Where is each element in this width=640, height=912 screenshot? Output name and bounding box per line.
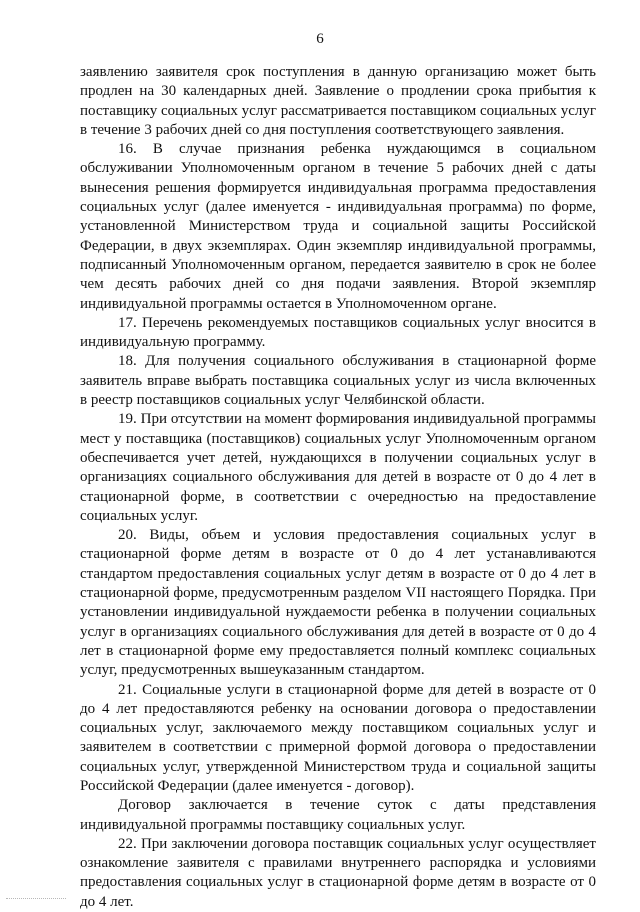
page-number: 6 bbox=[316, 31, 324, 47]
paragraph: заявлению заявителя срок поступления в данную организацию может быть продлен на 30 календарных дней. Заявление о продлении срока прибытия к поставщику социальных услуг рассматривается поставщиком социальных услуг в течение 3 рабочих дней со дня поступления соответствующего заявления. bbox=[80, 64, 596, 138]
paragraph: Договор заключается в течение суток с даты представления индивидуальной программы поставщику социальных услуг. bbox=[80, 797, 596, 833]
paragraph: 22. При заключении договора поставщик социальных услуг осуществляет ознакомление заявителя с правилами внутреннего распорядка и условиями предоставления социальных услуг в стационарной форме детям в возрасте от 0 до 4 лет. bbox=[80, 835, 596, 910]
document-body bbox=[80, 63, 596, 912]
paragraph: 17. Перечень рекомендуемых поставщиков социальных услуг вносится в индивидуальную программу. bbox=[80, 314, 596, 351]
paragraph: 20. Виды, объем и условия предоставления социальных услуг в стационарной форме детям в возрасте от 0 до 4 лет устанавливаются стандартом предоставления социальных услуг детям в возрасте от 0 до 4 лет в стационарной форме, предусмотренным разделом VII настоящего Порядка. При установлении индивидуальной нуждаемости ребенка в получении социальных услуг в организациях социального обслуживания для детей в возрасте от 0 до 4 лет в стационарной форме ему предоставляется полный комплекс социальных услуг, предусмотренных вышеуказанным стандартом. bbox=[80, 527, 596, 679]
scan-artifact bbox=[6, 898, 66, 901]
paragraph: 16. В случае признания ребенка нуждающимся в социальном обслуживании Уполномоченным органом в течение 5 рабочих дней с даты вынесения решения формируется индивидуальная программа предоставления социальных услуг (далее именуется - индивидуальная программа) по форме, установленной Министерством труда и социальной защиты Российской Федерации, в двух экземплярах. Один экземпляр индивидуальной программы, подписанный Уполномоченным органом, передается заявителю в срок не более чем десять рабочих дней со дня подачи заявления. Второй экземпляр индивидуальной программы остается в Уполномоченном органе. bbox=[80, 141, 596, 312]
paragraph: 19. При отсутствии на момент формирования индивидуальной программы мест у поставщика (поставщиков) социальных услуг Уполномоченным органом обеспечивается учет детей, нуждающихся в получении социальных услуг в организациях социального обслуживания для детей в возрасте от 0 до 4 лет в стационарной форме, в соответствии с очередностью на предоставление социальных услуг. bbox=[80, 411, 596, 524]
paragraph: 18. Для получения социального обслуживания в стационарной форме заявитель вправе выбрать поставщика социальных услуг из числа включенных в реестр поставщиков социальных услуг Челябинской области. bbox=[80, 353, 596, 409]
paragraph: 21. Социальные услуги в стационарной форме для детей в возрасте от 0 до 4 лет предоставляются ребенку на основании договора о предоставлении социальных услуг, заключаемого между поставщиком социальных услуг и заявителем в соответствии с примерной формой договора о предоставлении социальных услуг, утвержденной Министерством труда и социальной защиты Российской Федерации (далее именуется - договор). bbox=[80, 681, 596, 794]
